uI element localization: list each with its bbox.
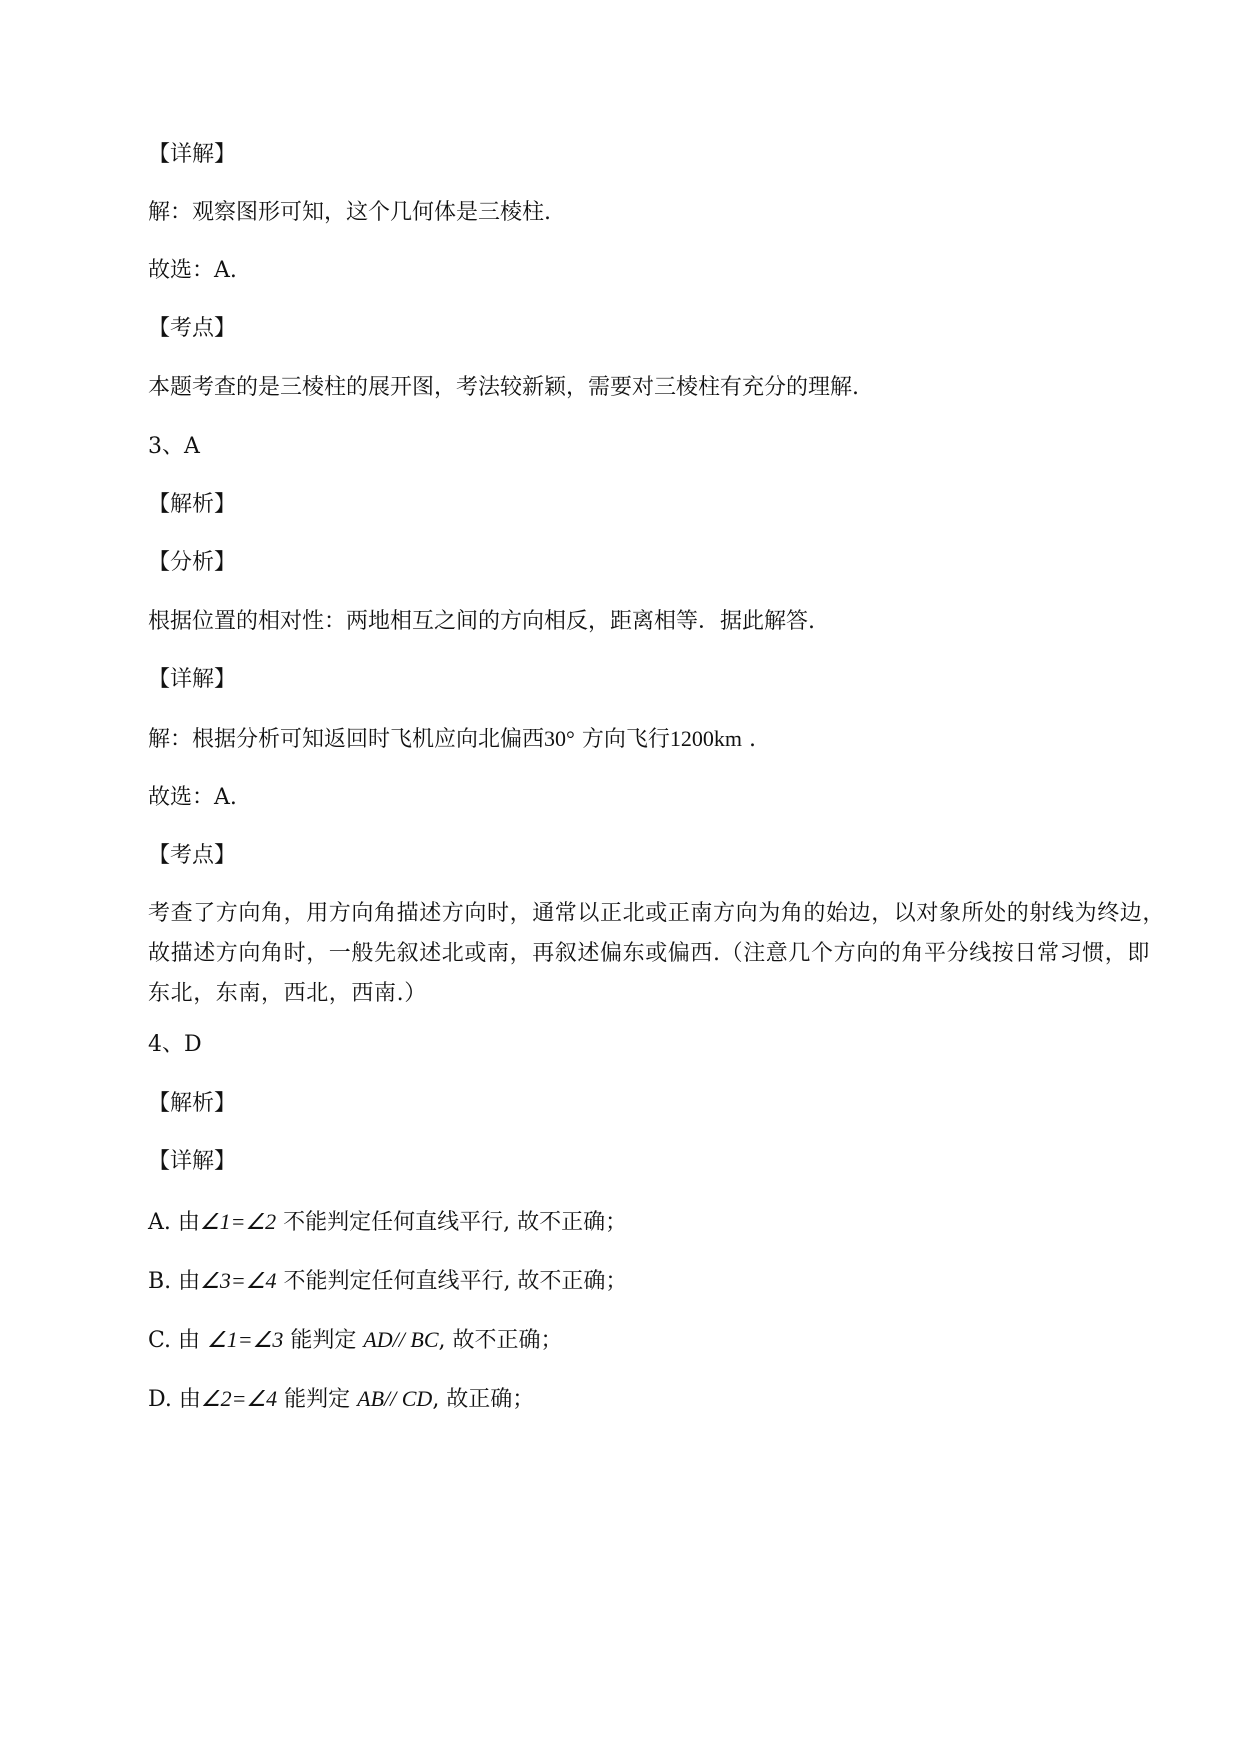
option-c-math: ∠1=∠3 (207, 1327, 284, 1352)
solution-text-part: 解：根据分析可知返回时飞机应向北偏西 (148, 727, 545, 752)
option-d-prefix: D. 由 (148, 1387, 201, 1412)
key-point-line-1: 考查了方向角，用方向角描述方向时，通常以正北或正南方向为角的始边，以对象所处的射线为终边， (148, 901, 1166, 926)
solution-text: 解：观察图形可知，这个几何体是三棱柱. (148, 200, 551, 225)
key-point-line-2: 故描述方向角时，一般先叙述北或南，再叙述偏东或偏西.（注意几个方向的角平分线按日常习惯，即 (148, 941, 1150, 966)
angle-value: 30° (544, 726, 575, 751)
solution-text-direction (148, 724, 756, 755)
option-a-text: 不能判定任何直线平行, 故不正确； (276, 1210, 628, 1235)
key-point-text: 本题考查的是三棱柱的展开图，考法较新颖，需要对三棱柱有充分的理解. (148, 375, 859, 400)
option-a-math: ∠1=∠2 (199, 1209, 277, 1234)
section-heading-detail: 【详解】 (148, 667, 237, 692)
distance-value: 1200km (669, 726, 742, 751)
option-c-text: , 故不正确； (438, 1328, 563, 1353)
question-number-4: 4、D (148, 1032, 202, 1057)
section-heading-analysis: 【解析】 (148, 492, 237, 517)
answer-choice-text: 故选：A. (148, 785, 237, 810)
section-heading-analysis-sub: 【分析】 (148, 550, 237, 575)
section-heading-detail: 【详解】 (148, 1149, 237, 1174)
option-d-text: , 故正确； (432, 1387, 535, 1412)
section-heading-analysis: 【解析】 (148, 1091, 237, 1116)
key-point-paragraph (148, 894, 1188, 1014)
option-c-prefix: C. 由 (148, 1328, 208, 1353)
section-heading-detail: 【详解】 (148, 142, 237, 167)
question-number-3: 3、A (148, 434, 200, 459)
option-c-mid: 能判定 (283, 1328, 364, 1353)
option-a-prefix: A. 由 (148, 1210, 200, 1235)
option-d-mid: 能判定 (277, 1387, 358, 1412)
solution-text-end: . (748, 727, 756, 752)
option-c-line (148, 1325, 563, 1356)
option-d-line (148, 1384, 534, 1415)
analysis-text: 根据位置的相对性：两地相互之间的方向相反，距离相等．据此解答. (148, 609, 815, 634)
option-b-text: 不能判定任何直线平行, 故不正确； (276, 1269, 628, 1294)
option-b-prefix: B. 由 (148, 1269, 201, 1294)
section-heading-key-point: 【考点】 (148, 843, 237, 868)
option-b-line (148, 1266, 627, 1297)
option-b-math: ∠3=∠4 (200, 1268, 277, 1293)
answer-choice-text: 故选：A. (148, 258, 237, 283)
option-d-math-2: AB// CD (357, 1386, 433, 1411)
option-c-math-2: AD// BC (363, 1327, 439, 1352)
section-heading-key-point: 【考点】 (148, 316, 237, 341)
key-point-line-3: 东北，东南，西北，西南.） (148, 981, 427, 1006)
solution-text-part: 方向飞行 (581, 727, 670, 752)
option-d-math: ∠2=∠4 (200, 1386, 278, 1411)
option-a-line (148, 1207, 627, 1238)
